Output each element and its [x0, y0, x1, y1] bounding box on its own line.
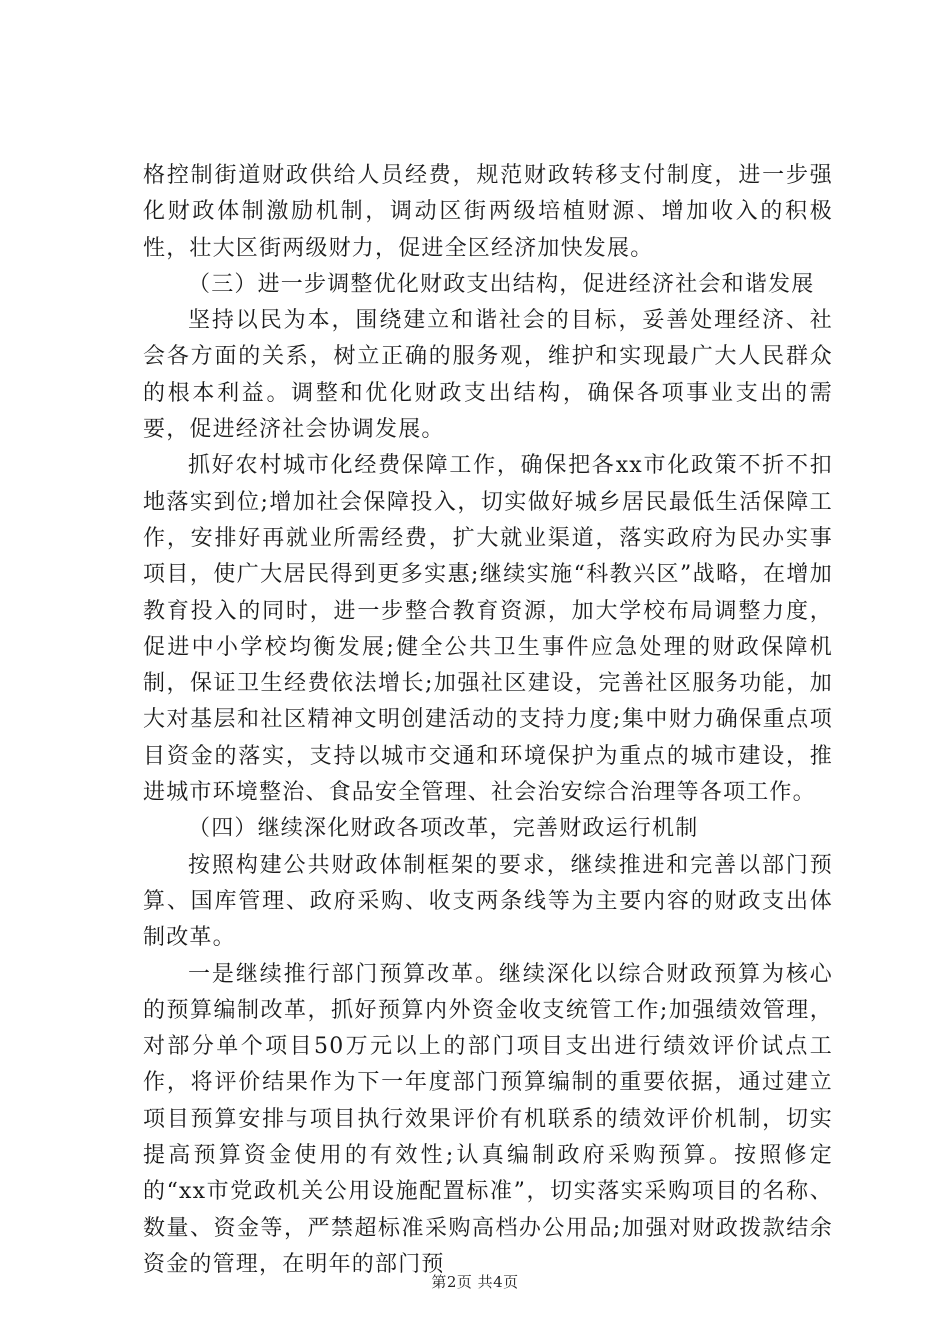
paragraph-department-budget-reform: 一是继续推行部门预算改革。继续深化以综合财政预算为核心的预算编制改革，抓好预算内外资金收支统管工作;加强绩效管理，对部分单个项目50万元以上的部门项目支出进行绩效评价试点工作，将评价结果作为下一年度部门预算编制的重要依据，通过建立项目预算安排与项目执行效果评价有机联系的绩效评价机制，切实提高预算资金使用的有效性;认真编制政府采购预算。按照修定的“xx市党政机关公用设施配置标准”，切实落实采购项目的名称、数量、资金等，严禁超标准采购高档办公用品;加强对财政拨款结余资金的管理，在明年的部门预: [143, 961, 833, 1277]
paragraph-continuation: 格控制街道财政供给人员经费，规范财政转移支付制度，进一步强化财政体制激励机制，调动区街两级培植财源、增加收入的积极性，壮大区街两级财力，促进全区经济加快发展。: [143, 163, 833, 261]
section-heading-4: （四）继续深化财政各项改革，完善财政运行机制: [188, 816, 699, 842]
paragraph-urbanization-funding: 抓好农村城市化经费保障工作，确保把各xx市化政策不折不扣地落实到位;增加社会保障投入，切实做好城乡居民最低生活保障工作，安排好再就业所需经费，扩大就业渠道，落实政府为民办实事项目，使广大居民得到更多实惠;继续实施“科教兴区”战略，在增加教育投入的同时，进一步整合教育资源，加大学校布局调整力度，促进中小学校均衡发展;健全公共卫生事件应急处理的财政保障机制，保证卫生经费依法增长;加强社区建设，完善社区服务功能，加大对基层和社区精神文明创建活动的支持力度;集中财力确保重点项目资金的落实，支持以城市交通和环境保护为重点的城市建设，推进城市环境整治、食品安全管理、社会治安综合治理等各项工作。: [143, 453, 833, 806]
page-footer: 第2页 共4页: [431, 1273, 519, 1291]
section-heading-3: （三）进一步调整优化财政支出结构，促进经济社会和谐发展: [188, 271, 815, 297]
paragraph-people-oriented: 坚持以民为本，围绕建立和谐社会的目标，妥善处理经济、社会各方面的关系，树立正确的服务观，维护和实现最广大人民群众的根本利益。调整和优化财政支出结构，确保各项事业支出的需要，促进经济社会协调发展。: [143, 308, 833, 443]
document-body: [143, 158, 833, 1283]
paragraph-public-finance-framework: 按照构建公共财政体制框架的要求，继续推进和完善以部门预算、国库管理、政府采购、收支两条线等为主要内容的财政支出体制改革。: [143, 852, 833, 951]
